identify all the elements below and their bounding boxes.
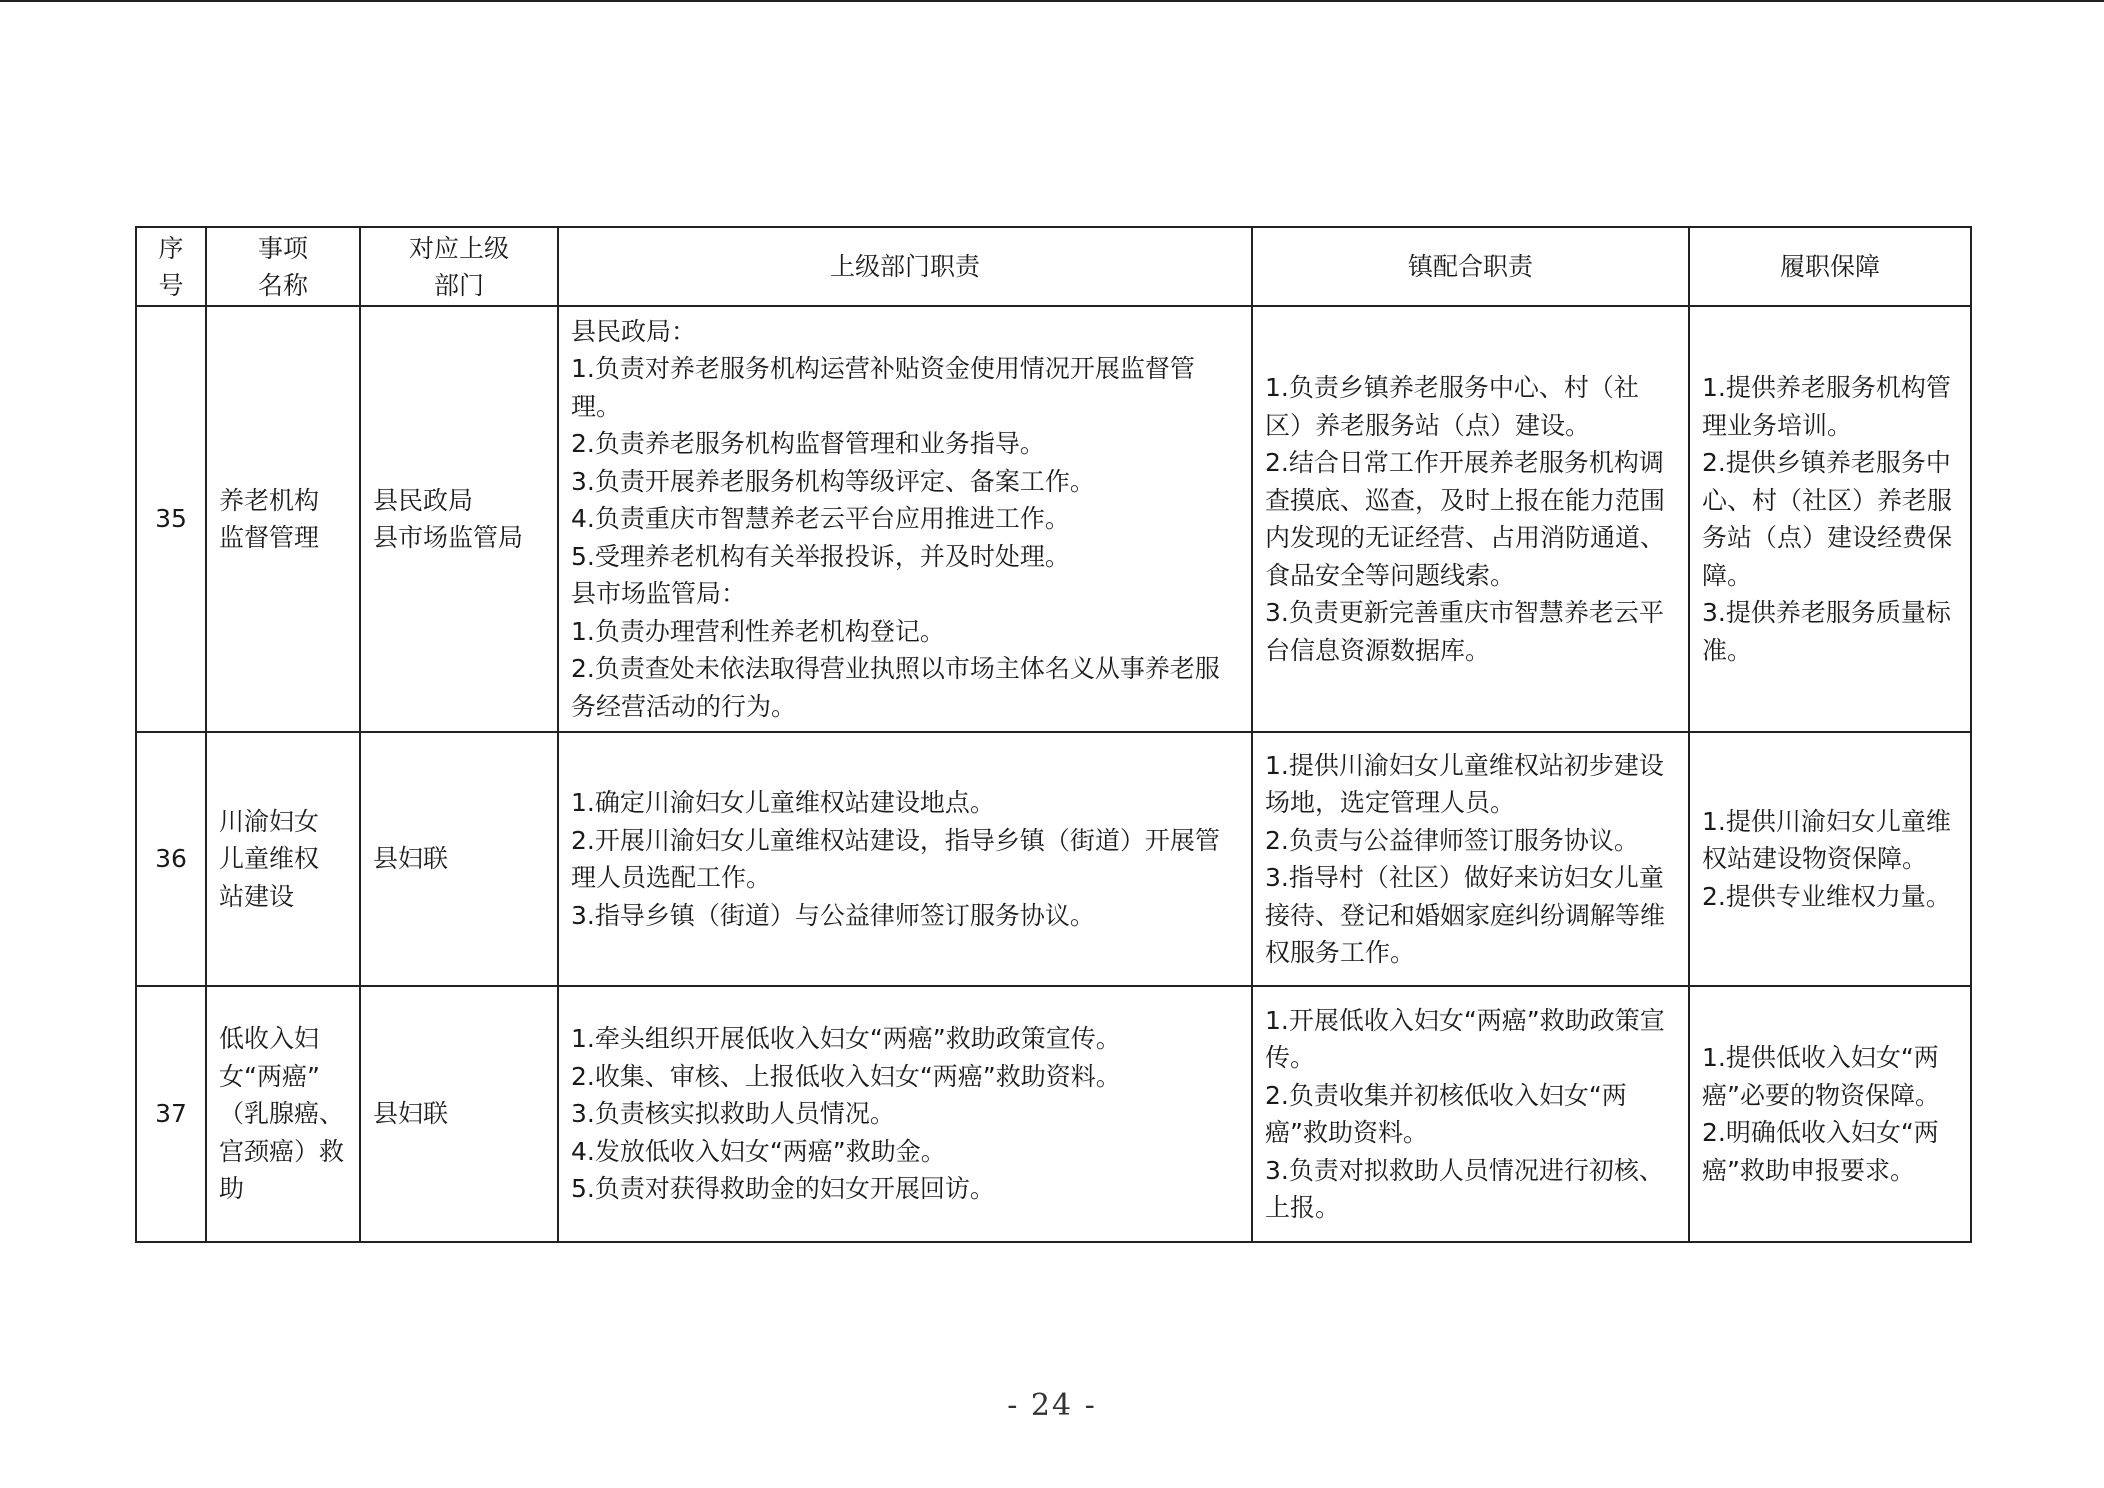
superior-dept (360, 986, 558, 1242)
town-duty-item: 3.负责更新完善重庆市智慧养老云平台信息资源数据库。 (1265, 598, 1664, 665)
town-duty-item: 2.负责收集并初核低收入妇女“两癌”救助资料。 (1265, 1080, 1627, 1147)
dept-line: 县民政局 (373, 485, 474, 515)
duty-item: 3.负责开展养老服务机构等级评定、备案工作。 (571, 466, 1095, 496)
item-name (206, 732, 360, 986)
item-name-line: （乳腺癌、 (219, 1099, 345, 1129)
duty-item: 1.确定川渝妇女儿童维权站建设地点。 (571, 788, 995, 817)
table-header-row (136, 227, 1971, 306)
superior-duties (558, 986, 1252, 1242)
item-name-line: 川渝妇女 (219, 806, 320, 836)
header-num (136, 227, 206, 306)
superior-duties (558, 306, 1252, 732)
table-row (136, 732, 1971, 986)
town-duty-item: 3.指导村（社区）做好来访妇女儿童接待、登记和婚姻家庭纠纷调解等维权服务工作。 (1265, 863, 1666, 967)
duty-item: 3.负责核实拟救助人员情况。 (571, 1099, 895, 1129)
row-number: 36 (136, 732, 206, 986)
header-num-line: 序 (158, 233, 184, 263)
dept-line: 县妇联 (373, 1099, 449, 1129)
town-duty-item: 2.负责与公益律师签订服务协议。 (1265, 825, 1639, 855)
header-name-line: 事项 (257, 233, 308, 263)
duty-item: 2.负责养老服务机构监督管理和业务指导。 (571, 429, 1045, 459)
guarantee-item: 1.提供川渝妇女儿童维权站建设物资保障。 (1702, 806, 1951, 874)
guarantee-item: 3.提供养老服务质量标准。 (1702, 598, 1951, 665)
item-name-line: 助 (219, 1174, 245, 1204)
row-number: 37 (136, 986, 206, 1242)
duty-item: 1.负责办理营利性养老机构登记。 (571, 616, 945, 646)
town-duties (1252, 732, 1689, 986)
header-superior-duties: 上级部门职责 (558, 227, 1252, 306)
item-name (206, 306, 360, 732)
duty-table (135, 226, 1972, 1243)
superior-dept (360, 306, 558, 732)
superior-duties (558, 732, 1252, 986)
town-duty-item: 3.负责对拟救助人员情况进行初核、上报。 (1265, 1155, 1664, 1222)
dept-line: 县市场监管局 (373, 523, 524, 552)
item-name (206, 986, 360, 1242)
guarantee (1689, 986, 1971, 1242)
duty-item: 2.收集、审核、上报低收入妇女“两癌”救助资料。 (571, 1061, 1121, 1091)
duty-item: 1.牵头组织开展低收入妇女“两癌”救助政策宣传。 (571, 1024, 1121, 1054)
town-duty-item: 1.开展低收入妇女“两癌”救助政策宣传。 (1265, 1005, 1665, 1072)
header-dept-line: 对应上级 (408, 233, 509, 263)
duty-item: 1.负责对养老服务机构运营补贴资金使用情况开展监督管理。 (571, 354, 1195, 421)
item-name-line: 儿童维权 (219, 844, 320, 874)
item-name-line: 女“两癌” (219, 1061, 320, 1091)
table-row (136, 306, 1971, 732)
dept-line: 县妇联 (373, 844, 449, 874)
duty-item: 3.指导乡镇（街道）与公益律师签订服务协议。 (571, 900, 1095, 930)
duty-item: 4.负责重庆市智慧养老云平台应用推进工作。 (571, 504, 1070, 534)
duty-item: 5.负责对获得救助金的妇女开展回访。 (571, 1174, 995, 1204)
top-border-rule (0, 0, 2104, 2)
guarantee-item: 2.提供乡镇养老服务中心、村（社区）养老服务站（点）建设经费保障。 (1702, 448, 1953, 590)
duty-item: 5.受理养老机构有关举报投诉，并及时处理。 (571, 541, 1070, 571)
town-duty-item: 1.负责乡镇养老服务中心、村（社区）养老服务站（点）建设。 (1265, 373, 1639, 440)
town-duties (1252, 986, 1689, 1242)
item-name-line: 宫颈癌）救 (219, 1136, 345, 1166)
guarantee-item: 1.提供养老服务机构管理业务培训。 (1702, 373, 1951, 440)
town-duties (1252, 306, 1689, 732)
page-number: - 24 - (1007, 1388, 1097, 1423)
duty-item: 4.发放低收入妇女“两癌”救助金。 (571, 1136, 946, 1166)
header-guarantee: 履职保障 (1689, 227, 1971, 306)
guarantee-item: 2.提供专业维权力量。 (1702, 881, 1951, 911)
table-row (136, 986, 1971, 1242)
guarantee (1689, 732, 1971, 986)
guarantee-item: 2.明确低收入妇女“两癌”救助申报要求。 (1702, 1118, 1939, 1185)
item-name-line: 养老机构 (219, 485, 320, 515)
header-dept (360, 227, 558, 306)
header-name-line: 名称 (257, 270, 308, 300)
town-duty-item: 2.结合日常工作开展养老服务机构调查摸底、巡查，及时上报在能力范围内发现的无证经营、占用消防通道、食品安全等问题线索。 (1265, 448, 1666, 590)
row-number: 35 (136, 306, 206, 732)
item-name-line: 监督管理 (219, 523, 320, 552)
duty-item: 2.开展川渝妇女儿童维权站建设，指导乡镇（街道）开展管理人员选配工作。 (571, 825, 1220, 892)
town-duty-item: 1.提供川渝妇女儿童维权站初步建设场地，选定管理人员。 (1265, 750, 1664, 817)
guarantee (1689, 306, 1971, 732)
duty-subheading: 县市场监管局： (571, 579, 747, 609)
duty-item: 2.负责查处未依法取得营业执照以市场主体名义从事养老服务经营活动的行为。 (571, 654, 1220, 721)
header-dept-line: 部门 (433, 270, 484, 300)
guarantee-item: 1.提供低收入妇女“两癌”必要的物资保障。 (1702, 1043, 1940, 1110)
header-name (206, 227, 360, 306)
header-num-line: 号 (158, 270, 184, 300)
header-town-duties: 镇配合职责 (1252, 227, 1689, 306)
item-name-line: 站建设 (219, 881, 295, 911)
item-name-line: 低收入妇 (219, 1024, 320, 1054)
superior-dept (360, 732, 558, 986)
duty-subheading: 县民政局： (571, 316, 697, 346)
